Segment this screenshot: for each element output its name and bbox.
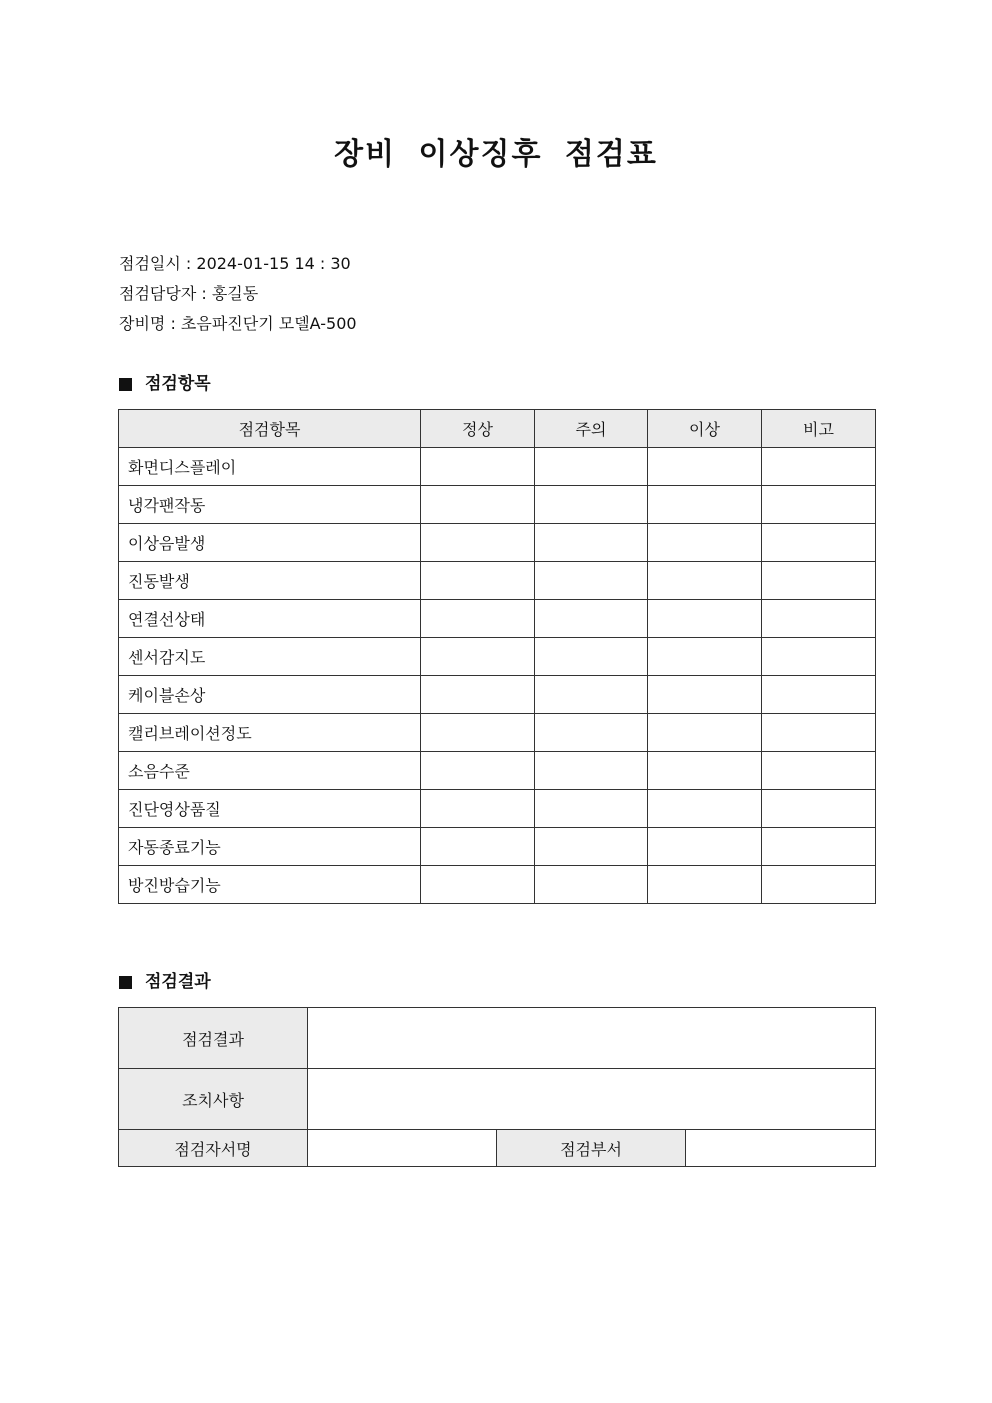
table-row — [119, 828, 876, 866]
caution-check-cell[interactable] — [535, 448, 648, 486]
item-name-cell: 소음수준 — [119, 752, 421, 790]
item-name-cell: 케이블손상 — [119, 676, 421, 714]
inspector-name: 점검담당자 : 홍길동 — [119, 284, 259, 303]
item-name-cell: 진동발생 — [119, 562, 421, 600]
column-header-remarks: 비고 — [762, 410, 876, 448]
caution-check-cell[interactable] — [535, 790, 648, 828]
signature-label: 점검자서명 — [119, 1130, 308, 1167]
remarks-cell[interactable] — [762, 638, 876, 676]
column-header-normal: 정상 — [421, 410, 535, 448]
normal-check-cell[interactable] — [421, 486, 535, 524]
inspection-items-table — [118, 409, 876, 904]
normal-check-cell[interactable] — [421, 790, 535, 828]
normal-check-cell[interactable] — [421, 638, 535, 676]
table-row — [119, 714, 876, 752]
abnormal-check-cell[interactable] — [648, 562, 762, 600]
document-title: 장비 이상징후 점검표 — [334, 137, 658, 172]
abnormal-check-cell[interactable] — [648, 676, 762, 714]
table-row — [119, 562, 876, 600]
remarks-cell[interactable] — [762, 676, 876, 714]
caution-check-cell[interactable] — [535, 752, 648, 790]
department-field[interactable] — [686, 1130, 876, 1167]
table-row — [119, 448, 876, 486]
column-header-item: 점검항목 — [119, 410, 421, 448]
remarks-cell[interactable] — [762, 562, 876, 600]
abnormal-check-cell[interactable] — [648, 714, 762, 752]
abnormal-check-cell[interactable] — [648, 790, 762, 828]
remarks-cell[interactable] — [762, 524, 876, 562]
remarks-cell[interactable] — [762, 866, 876, 904]
item-name-cell: 이상음발생 — [119, 524, 421, 562]
abnormal-check-cell[interactable] — [648, 752, 762, 790]
result-row — [119, 1008, 876, 1069]
table-row — [119, 752, 876, 790]
caution-check-cell[interactable] — [535, 486, 648, 524]
abnormal-check-cell[interactable] — [648, 486, 762, 524]
item-name-cell: 센서감지도 — [119, 638, 421, 676]
signature-field[interactable] — [308, 1130, 497, 1167]
caution-check-cell[interactable] — [535, 600, 648, 638]
table-row — [119, 790, 876, 828]
section-heading-results-label: 점검결과 — [145, 972, 211, 992]
normal-check-cell[interactable] — [421, 828, 535, 866]
caution-check-cell[interactable] — [535, 866, 648, 904]
abnormal-check-cell[interactable] — [648, 524, 762, 562]
table-header-row — [119, 410, 876, 448]
department-label: 점검부서 — [497, 1130, 686, 1167]
remarks-cell[interactable] — [762, 600, 876, 638]
item-name-cell: 연결선상태 — [119, 600, 421, 638]
inspection-results-table — [118, 1007, 876, 1167]
item-name-cell: 화면디스플레이 — [119, 448, 421, 486]
caution-check-cell[interactable] — [535, 676, 648, 714]
normal-check-cell[interactable] — [421, 448, 535, 486]
signature-row — [119, 1130, 876, 1167]
inspection-datetime: 점검일시 : 2024-01-15 14 : 30 — [119, 254, 351, 273]
abnormal-check-cell[interactable] — [648, 600, 762, 638]
abnormal-check-cell[interactable] — [648, 448, 762, 486]
table-row — [119, 486, 876, 524]
normal-check-cell[interactable] — [421, 524, 535, 562]
table-row — [119, 524, 876, 562]
remarks-cell[interactable] — [762, 714, 876, 752]
normal-check-cell[interactable] — [421, 562, 535, 600]
remarks-cell[interactable] — [762, 752, 876, 790]
normal-check-cell[interactable] — [421, 866, 535, 904]
action-row — [119, 1069, 876, 1130]
section-heading-items-label: 점검항목 — [145, 374, 211, 394]
table-row — [119, 866, 876, 904]
caution-check-cell[interactable] — [535, 562, 648, 600]
table-row — [119, 638, 876, 676]
action-label: 조치사항 — [119, 1069, 308, 1130]
column-header-caution: 주의 — [535, 410, 648, 448]
caution-check-cell[interactable] — [535, 638, 648, 676]
caution-check-cell[interactable] — [535, 714, 648, 752]
normal-check-cell[interactable] — [421, 714, 535, 752]
device-name: 장비명 : 초음파진단기 모델A-500 — [119, 314, 357, 333]
abnormal-check-cell[interactable] — [648, 638, 762, 676]
result-field[interactable] — [308, 1008, 876, 1069]
section-heading-results — [119, 970, 211, 994]
column-header-abnormal: 이상 — [648, 410, 762, 448]
remarks-cell[interactable] — [762, 448, 876, 486]
black-square-icon — [119, 976, 132, 989]
normal-check-cell[interactable] — [421, 752, 535, 790]
abnormal-check-cell[interactable] — [648, 828, 762, 866]
item-name-cell: 진단영상품질 — [119, 790, 421, 828]
normal-check-cell[interactable] — [421, 676, 535, 714]
normal-check-cell[interactable] — [421, 600, 535, 638]
remarks-cell[interactable] — [762, 486, 876, 524]
section-heading-items — [119, 372, 211, 396]
caution-check-cell[interactable] — [535, 524, 648, 562]
item-name-cell: 냉각팬작동 — [119, 486, 421, 524]
action-field[interactable] — [308, 1069, 876, 1130]
item-name-cell: 방진방습기능 — [119, 866, 421, 904]
caution-check-cell[interactable] — [535, 828, 648, 866]
table-row — [119, 676, 876, 714]
remarks-cell[interactable] — [762, 790, 876, 828]
remarks-cell[interactable] — [762, 828, 876, 866]
item-name-cell: 자동종료기능 — [119, 828, 421, 866]
result-label: 점검결과 — [119, 1008, 308, 1069]
abnormal-check-cell[interactable] — [648, 866, 762, 904]
black-square-icon — [119, 378, 132, 391]
table-row — [119, 600, 876, 638]
item-name-cell: 캘리브레이션정도 — [119, 714, 421, 752]
